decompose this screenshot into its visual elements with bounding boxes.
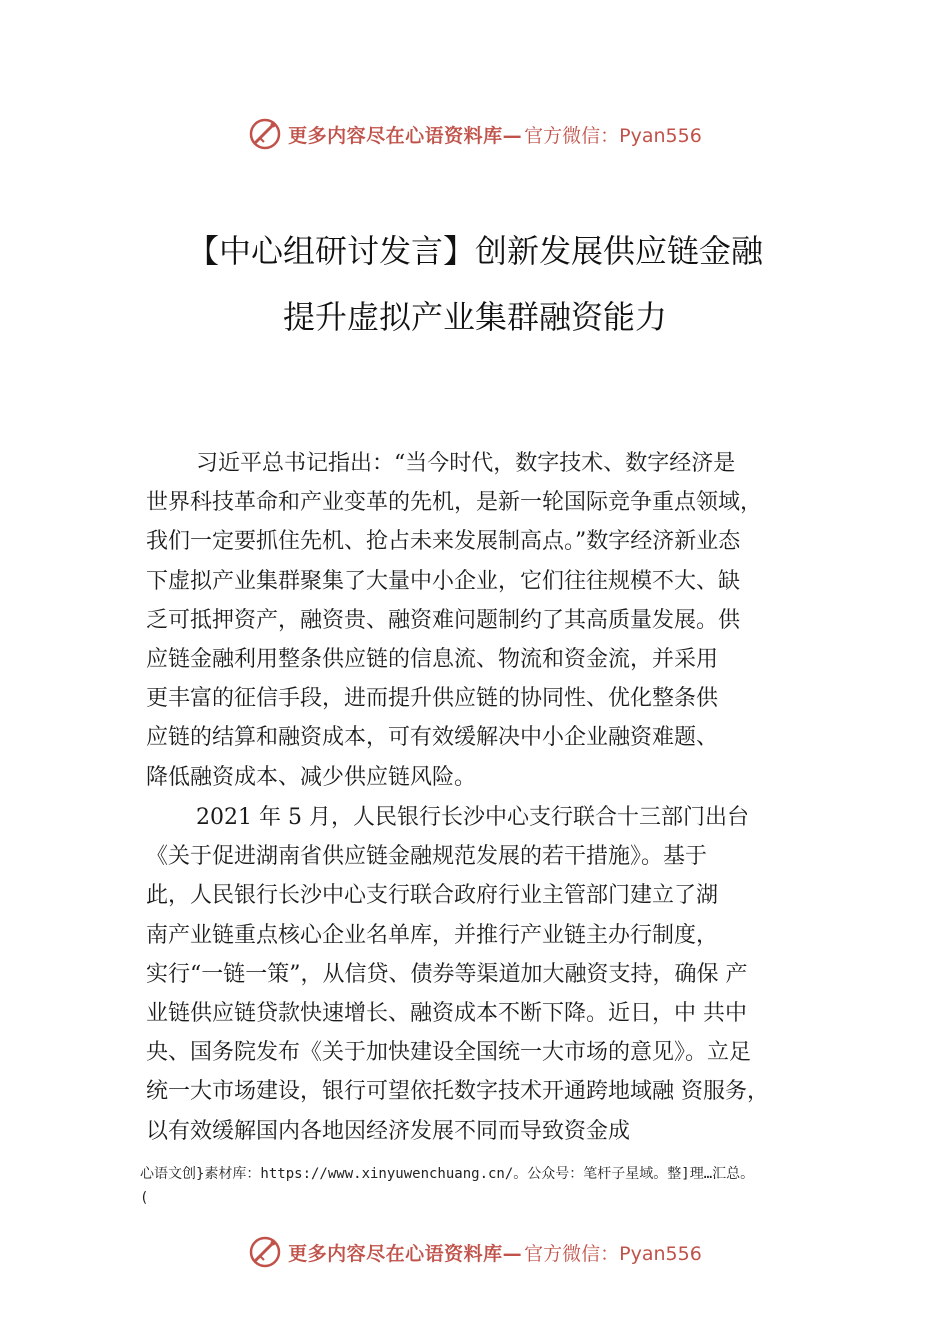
pen-circle-logo-icon <box>248 1235 282 1269</box>
paragraph-line: 以有效缓解国内各地因经济发展不同而导致资金成 <box>146 1118 631 1144</box>
paragraph-1 <box>146 444 806 797</box>
paragraph-2 <box>146 798 806 1151</box>
paragraph-line: 业链供应链贷款快速增长、融资成本不断下降。近日，中 共中 <box>146 1001 747 1027</box>
footer-note-line-2: ( <box>140 1190 149 1206</box>
document-title-line-2: 提升虚拟产业集群融资能力 <box>282 298 667 336</box>
banner-wechat: 官方微信：Pyan556 <box>524 124 702 147</box>
paragraph-line: 应链的结算和融资成本，可有效缓解决中小企业融资难题、 <box>146 725 719 751</box>
paragraph-line: 2021 年 5 月，人民银行长沙中心支行联合十三部门出台 <box>196 805 749 830</box>
paragraph-line: 《关于促进湖南省供应链金融规范发展的若干措施》。基于 <box>146 844 708 870</box>
banner-wechat: 官方微信：Pyan556 <box>524 1242 702 1265</box>
paragraph-line: 世界科技革命和产业变革的先机，是新一轮国际竞争重点领域， <box>146 490 763 516</box>
banner-text: 更多内容尽在心语资料库— <box>288 1242 523 1265</box>
banner-text: 更多内容尽在心语资料库— <box>288 124 523 147</box>
pen-circle-logo-icon <box>248 117 282 151</box>
paragraph-line: 习近平总书记指出：“当今时代，数字技术、数字经济是 <box>196 451 736 476</box>
header-watermark-banner <box>0 114 950 154</box>
footer-note-line-1: 心语文创}素材库：https://www.xinyuwenchuang.cn/。公众号：笔杆子星域。整]理…汇总。 <box>140 1166 755 1182</box>
paragraph-line: 更丰富的征信手段，进而提升供应链的协同性、优化整条供 <box>146 686 719 712</box>
paragraph-line: 下虚拟产业集群聚集了大量中小企业，它们往往规模不大、缺 <box>146 568 741 594</box>
paragraph-line: 降低融资成本、减少供应链风险。 <box>146 764 477 790</box>
paragraph-line: 此，人民银行长沙中心支行联合政府行业主管部门建立了湖 <box>146 883 719 909</box>
paragraph-line: 统一大市场建设，银行可望依托数字技术开通跨地域融 资服务， <box>146 1079 769 1105</box>
document-title-line-1: 【中心组研讨发言】创新发展供应链金融 <box>186 232 763 270</box>
paragraph-line: 央、国务院发布《关于加快建设全国统一大市场的意见》。立足 <box>146 1040 752 1066</box>
paragraph-line: 实行“一链一策”，从信贷、债券等渠道加大融资支持，确保 产 <box>146 961 748 987</box>
paragraph-line: 我们一定要抓住先机、抢占未来发展制高点。”数字经济新业态 <box>146 529 741 555</box>
footer-source-note <box>140 1162 860 1210</box>
paragraph-line: 南产业链重点核心企业名单库，并推行产业链主办行制度， <box>146 922 719 948</box>
footer-watermark-banner <box>0 1232 950 1272</box>
paragraph-line: 应链金融利用整条供应链的信息流、物流和资金流，并采用 <box>146 647 719 673</box>
paragraph-line: 乏可抵押资产，融资贵、融资难问题制约了其高质量发展。供 <box>146 607 741 633</box>
